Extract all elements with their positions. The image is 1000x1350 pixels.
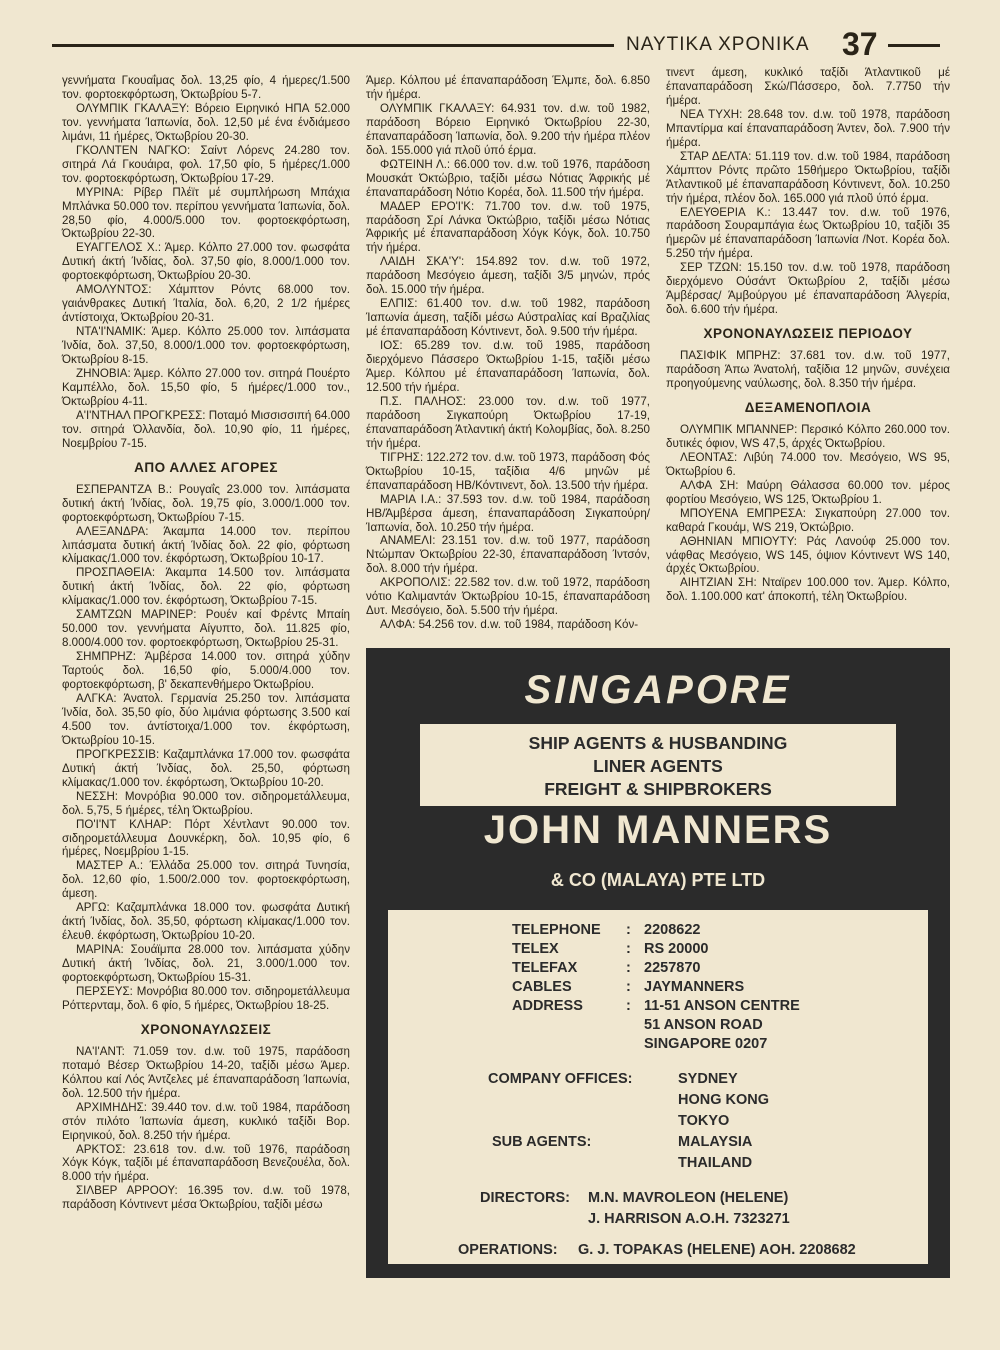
operations-value: G. J. TOPAKAS (HELENE) AOH. 2208682 (578, 1242, 856, 1258)
article-paragraph: ΖΗΝΟΒΙΑ: Άμερ. Κόλπο 27.000 τον. σιτηρά Πουέρτο Καμπέλλο, δολ. 15,50 φίο, 5 ήμέρες/1.000 τον., Όκτωβρίου 4-11. (62, 367, 350, 408)
publication-title: ΝΑΥΤΙΚΑ ΧΡΟΝΙΚΑ (626, 34, 810, 55)
article-paragraph: ΣΗΜΠΡΗΖ: Άμβέρσα 14.000 τον. σιτηρά χύδην Ταρτούς δολ. 16,50 φίο, 5.000/4.000 τον. φορτοεκφόρτωση, β' δεκαπενθήμερο Όκτωβρίου. (62, 650, 350, 692)
article-paragraph: ΝΑ'Ι'ΑΝΤ: 71.059 τον. d.w. τοῦ 1975, παράδοση ποταμό Βέσερ Όκτωβρίου 14-20, ταξίδι μέσω Άμερ. Κόλπου καί Λός Άντζελες μέ έπαναπαράδοση Ίαπωνία, δολ. 12.500 τήν ήμέρα. (62, 1044, 350, 1100)
sub-agent: MALAYSIA (678, 1134, 753, 1150)
article-paragraph: ΛΑΙΔΗ ΣΚΑ'Υ': 154.892 τον. d.w. τοῦ 1972, παράδοση Μεσόγειο άμεση, ταξίδι 3/5 μηνών, πρός δολ. 15.000 τήν ήμέρα. (366, 255, 650, 297)
article-paragraph: ΑΛΕΞΑΝΔΡΑ: Άκαμπα 14.000 τον. περίπου λιπάσματα δυτική άκτή Ίνδίας δολ. 22 φίο, φόρτωση κλίμακας/1.000 τον. έκφόρτωση, Όκτωβρίου 10-17. (62, 524, 350, 566)
article-paragraph: ΜΑΣΤΕΡ Α.: Έλλάδα 25.000 τον. σιτηρά Τυνησία, δολ. 12,60 φίο, 1.500/2.000 τον. φορτοεκφόρτωση, άμεση. (62, 859, 350, 901)
section-heading: ΑΠΟ ΑΛΛΕΣ ΑΓΟΡΕΣ (134, 459, 278, 475)
article-paragraph: ΜΑΡΙΝΑ: Σουάϊμπα 28.000 τον. λιπάσματα χύδην Δυτική άκτή Ίνδίας, δολ. 21, 3.000/1.000 τον. φορτοεκφόρτωση, Όκτωβρίου 15-31. (62, 943, 350, 985)
article-paragraph: ΟΛΥΜΠΙΚ ΓΚΑΛΑΞΥ: Βόρειο Ειρηνικό ΗΠΑ 52.000 τον. γεννήματα Ίαπωνία, δολ. 12,50 μέ ένα ένδιάμεσο λιμάνι, 11 ήμέρες, Όκτωβρίου 20-30. (62, 101, 350, 143)
left-column (62, 74, 350, 1212)
header-rule-left (52, 44, 614, 47)
article-paragraph: ΤΙΓΡΗΣ: 122.272 τον. d.w. τοῦ 1973, παράδοση Φός Όκτωβρίου 10-15, ταξίδια 4/6 μηνῶν μέ έπαναπαράδοση ΗΒ/Κόντινεντ, δολ. 13.500 τήν ήμέρα. (366, 450, 650, 492)
article-paragraph: ΕΛΕΥΘΕΡΙΑ Κ.: 13.447 τον. d.w. τοῦ 1976, παράδοση Σουραμπάγια έως Όκτωβρίου 10, ταξίδι 35 ήμερῶν μέ έπαναπαράδοση Ίαπωνία /Νοτ. Κορέα δολ. 5.250 τήν ήμέρα. (666, 205, 950, 261)
article-paragraph: ΝΕΑ ΤΥΧΗ: 28.648 τον. d.w. τοῦ 1978, παράδοση Μπαντίρμα καί έπαναπαράδοση Άντεν, δολ. 7.900 τήν ήμέρα. (666, 107, 950, 149)
directors-label: DIRECTORS: (480, 1190, 570, 1206)
colon: : (626, 941, 631, 957)
address-line: SINGAPORE 0207 (644, 1036, 768, 1052)
article-paragraph: ΕΥΑΓΓΕΛΟΣ Χ.: Άμερ. Κόλπο 27.000 τον. φωσφάτα Δυτική άκτή Ίνδίας, δολ. 37,50 φίο, 8.000/1.000 τον. φορτοεκφόρτωση, Όκτωβρίου 20-30. (62, 241, 350, 283)
article-paragraph: ΦΩΤΕΙΝΗ Λ.: 66.000 τον. d.w. τοῦ 1976, παράδοση Μουσκάτ Όκτώβριο, ταξίδι μέσω Νότιας Άφρικής μέ έπαναπαράδοση Νότιο Κορέα, δολ. 11.500 τήν ήμέρα. (366, 157, 650, 199)
article-paragraph: ΜΑΔΕΡ ΕΡΟ'Ι'Κ: 71.700 τον. d.w. τοῦ 1975, παράδοση Σρί Λάνκα Όκτώβριο, ταξίδι μέσω Νότιας Άφρικής μέ έπαναπαράδοση Χόγκ Κόγκ, δολ. 10.750 τήν ήμέρα. (366, 199, 650, 255)
right-column (666, 66, 950, 604)
article-paragraph: Π.Σ. ΠΑΛΗΟΣ: 23.000 τον. d.w. τοῦ 1977, παράδοση Σιγκαπούρη Όκτωβρίου 17-19, έπαναπαράδοση Άτλαντική άκτή Κολομβίας, δολ. 8.250 τήν ήμέρα. (366, 394, 650, 450)
article-paragraph: ΣΤΑΡ ΔΕΛΤΑ: 51.119 τον. d.w. τοῦ 1984, παράδοση Χάμπτον Ρόντς πρῶτο 15θήμερο Όκτωβρίου, ταξίδι Άτλαντικοῦ μέ έπαναπαράδοση Κόντινεντ, δολ. 10.250 τήν ήμέρα, πλέον δολ. 165.000 γιά πλοῦ ύπό έρμα. (666, 149, 950, 205)
article-paragraph: τινεντ άμεση, κυκλικό ταξίδι Άτλαντικοῦ μέ έπαναπαράδοση Σκώ/Πάσσερο, δολ. 7.7750 τήν ήμέρα. (666, 66, 950, 107)
contact-label: TELEFAX (512, 960, 578, 976)
article-paragraph: ΟΛΥΜΠΙΚ ΜΠΑΝΝΕΡ: Περσικό Κόλπο 260.000 τον. δυτικές όφιον, WS 47,5, άρχές Όκτωβρίου. (666, 422, 950, 450)
colon: : (626, 979, 631, 995)
article-paragraph: ΠΡΟΓΚΡΕΣΣΙΒ: Καζαμπλάνκα 17.000 τον. φωσφάτα Δυτική άκτή Ίνδίας, δολ. 25,50, φόρτωση κλίμακας/1.000 τον. έκφόρτωση, Όκτωβρίου 10-20. (62, 747, 350, 789)
office: TOKYO (678, 1113, 730, 1129)
contact-value: 11-51 ANSON CENTRE (644, 998, 800, 1014)
article-paragraph: ΣΑΜΤΖΩΝ ΜΑΡΙΝΕΡ: Ρουέν καί Φρέντς Μπαίη 50.000 τον. γεννήματα Αίγυπτο, δολ. 11.825 φίο, 8.000/4.000 τον. φορτοεκφόρτωση, Όκτωβρίου 25-31. (62, 608, 350, 650)
operations-label: OPERATIONS: (458, 1242, 558, 1258)
article-paragraph: ΜΠΟΥΕΝΑ ΕΜΠΡΕΣΑ: Σιγκαπούρη 27.000 τον. καθαρά Γκουάμ, WS 219, Όκτώβριο. (666, 506, 950, 534)
contact-value: 2208622 (644, 922, 701, 938)
article-paragraph: ΕΣΠΕΡΑΝΤΖΑ Β.: Ρουγαΐς 23.000 τον. λιπάσματα δυτική άκτή Ίνδίας, δολ. 19,75 φίο, 3.000/1.000 τον. φορτοεκφόρτωση, Όκτωβρίου 7-15. (62, 482, 350, 524)
director: M.N. MAVROLEON (HELENE) (588, 1190, 789, 1206)
article-paragraph: ΑΛΓΚΑ: Άνατολ. Γερμανία 25.250 τον. λιπάσματα Ίνδία, δολ. 35,50 φίο, δύο λιμάνια φόρτωσης 3.500 καί 4.500 τον. άντίστοιχα/1.000 τον. έκφόρτωση, Όκτωβρίου 10-15. (62, 691, 350, 747)
article-paragraph: ΑΝΑΜΕΛΙ: 23.151 τον. d.w. τοῦ 1977, παράδοση Ντώμπαν Όκτωβρίου 22-30, έπαναπαράδοση Ίντσόν, δολ. 8.000 τήν ήμέρα. (366, 534, 650, 576)
article-paragraph: ΑΛΦΑ ΣΗ: Μαύρη Θάλασσα 60.000 τον. μέρος φορτίου Μεσόγειο, WS 125, Όκτωβρίου 1. (666, 478, 950, 506)
article-paragraph: ΣΙΛΒΕΡ ΑΡΡΟΟΥ: 16.395 τον. d.w. τοῦ 1978, παράδοση Κόντινεντ μέσα Όκτωβρίου, ταξίδι μέσω (62, 1184, 350, 1212)
article-paragraph: ΜΥΡΙΝΑ: Ρίβερ Πλέϊτ μέ συμπλήρωση Μπάχια Μπλάνκα 50.000 τον. περίπου γεννήματα Ίαπωνία, δολ. 28,50 φίο, 4.000/5.000 τον. φορτοεκφόρτωση, Όκτωβρίου 22-30. (62, 185, 350, 241)
colon: : (626, 960, 631, 976)
contact-label: TELEX (512, 941, 559, 957)
offices-label: COMPANY OFFICES: (488, 1071, 633, 1087)
ad-headline: SINGAPORE (524, 668, 792, 712)
office: SYDNEY (678, 1071, 738, 1087)
advertisement (366, 648, 950, 1278)
address-line: 51 ANSON ROAD (644, 1017, 763, 1033)
article-paragraph: ΠΕΡΣΕΥΣ: Μονρόβια 80.000 τον. σιδηρομετάλλευμα Ρόττερνταμ, δολ. 6 φίο, 5 ήμέρες, Όκτωβρίου 18-25. (62, 985, 350, 1012)
contact-label: TELEPHONE (512, 922, 601, 938)
article-paragraph: ΝΤΑ'Ι'ΝΑΜΙΚ: Άμερ. Κόλπο 25.000 τον. λιπάσματα Ίνδία, δολ. 37,50, 8.000/1.000 τον. φορτοεκφόρτωση, Όκτωβρίου 8-15. (62, 325, 350, 367)
article-paragraph: ΝΕΣΣΗ: Μονρόβια 90.000 τον. σιδηρομετάλλευμα, δολ. 5,75, 5 ήμέρες, τέλη Όκτωβρίου. (62, 789, 350, 817)
article-paragraph: Α'Ι'ΝΤΗΑΛ ΠΡΟΓΚΡΕΣΣ: Ποταμό Μισσισσιπή 64.000 τον. σιτηρά Όλλανδία, δολ. 10,90 φίο, 11 ήμέρες, Νοεμβρίου 7-15. (62, 408, 351, 450)
article-paragraph: ΑΜΟΛΥΝΤΟΣ: Χάμπτον Ρόντς 68.000 τον. γαιάνθρακες Δυτική Ίταλία, δολ. 6,20, 2 1/2 ήμέρες άντίστοιχα, Όκτωβρίου 20-31. (62, 283, 350, 325)
article-paragraph: ΑΙΗΤΖΙΑΝ ΣΗ: Νταϊρεν 100.000 τον. Άμερ. Κόλπο, δολ. 1.100.000 κατ' άποκοπή, τέλη Όκτωβρίου. (666, 576, 950, 604)
ad-company-name: JOHN MANNERS (483, 808, 833, 852)
colon: : (626, 998, 631, 1014)
ad-services-box (420, 724, 896, 806)
section-heading: ΧΡΟΝΟΝΑΥΛΩΣΕΙΣ (140, 1021, 272, 1037)
ad-service: FREIGHT & SHIPBROKERS (544, 779, 772, 799)
article-paragraph: ΑΘΗΝΙΑΝ ΜΠΙΟΥΤΥ: Ράς Λανούφ 25.000 τον. νάφθας Μεσόγειο, WS 145, όψιον Κόντινεντ WS 140, άρχές Όκτωβρίου. (666, 534, 950, 576)
article-paragraph: ΠΑΣΙΦΙΚ ΜΠΡΗΖ: 37.681 τον. d.w. τοῦ 1977, παράδοση Άπω Άνατολή, ταξίδια 12 μηνῶν, συνέχεια προηγούμενης ναύλωσης, δολ. 8.350 τήν ήμέρα. (666, 349, 950, 391)
contact-value: RS 20000 (644, 941, 709, 957)
article-paragraph: ΕΛΠΙΣ: 61.400 τον. d.w. τοῦ 1982, παράδοση Ίαπωνία άμεση, ταξίδι μέσω Αύστραλίας καί Βραζιλίας μέ έπαναπαράδοση Κόντινεντ, δολ. 9.500 τήν ήμέρα. (366, 297, 650, 339)
article-paragraph: ΠΡΟΣΠΑΘΕΙΑ: Άκαμπα 14.500 τον. λιπάσματα δυτική άκτή Ίνδίας, δολ. 22 φίο, φόρτωση κλίμακας/1.000 τον. έκφόρτωση, Όκτωβρίου 7-15. (62, 566, 350, 608)
ad-service: LINER AGENTS (593, 756, 723, 776)
article-paragraph: ΠΟ'Ι'ΝΤ ΚΛΗΑΡ: Πόρτ Χέντλαντ 90.000 τον. σιδηρομετάλλευμα Δουνκέρκη, δολ. 10,95 φίο, 6 ήμέρες, Νοεμβρίου 1-15. (62, 817, 350, 859)
contact-label: CABLES (512, 979, 572, 995)
ad-details-box (388, 910, 928, 1264)
article-paragraph: ΣΕΡ ΤΖΩΝ: 15.150 τον. d.w. τοῦ 1978, παράδοση διερχόμενο Ούσάντ Όκτωβρίου 2, ταξίδι μέσω Άμβέρσας/ Άμβούργου μέ έπαναπαράδοση Άλγερία, δολ. 6.600 τήν ήμέρα. (666, 261, 950, 317)
article-paragraph: ΛΕΟΝΤΑΣ: Λιβύη 74.000 τον. Μεσόγειο, WS 95, Όκτωβρίου 6. (666, 450, 950, 478)
sub-agent: THAILAND (678, 1155, 753, 1171)
middle-column (366, 74, 650, 632)
ad-company-sub: & CO (MALAYA) PTE LTD (550, 870, 766, 890)
article-paragraph: Άμερ. Κόλπου μέ έπαναπαράδοση Έλμπε, δολ. 6.850 τήν ήμέρα. (366, 74, 650, 101)
section-heading: ΧΡΟΝΟΝΑΥΛΩΣΕΙΣ ΠΕΡΙΟΔΟΥ (703, 326, 913, 342)
sub-agents-label: SUB AGENTS: (492, 1134, 592, 1150)
article-paragraph: ΑΛΦΑ: 54.256 τον. d.w. τοῦ 1984, παράδοση Κόν- (380, 618, 639, 632)
article-paragraph: ΜΑΡΙΑ Ι.Α.: 37.593 τον. d.w. τοῦ 1984, παράδοση ΗΒ/Άμβέρσα άμεση, έπαναπαράδοση Σιγκαπούρη/Ίαπωνία, δολ. 10.250 τήν ήμέρα. (366, 492, 650, 534)
colon: : (626, 922, 631, 938)
article-paragraph: γεννήματα Γκουαΐμας δολ. 13,25 φίο, 4 ήμερες/1.500 τον. φορτοεκφόρτωση, Όκτωβρίου 5-7. (62, 74, 350, 101)
contact-label: ADDRESS (512, 998, 583, 1014)
office: HONG KONG (678, 1092, 770, 1108)
section-heading: ΔΕΞΑΜΕΝΟΠΛΟΙΑ (744, 399, 872, 415)
article-paragraph: ΑΡΚΤΟΣ: 23.618 τον. d.w. τοῦ 1976, παράδοση Χόγκ Κόγκ, ταξίδι μέ έπαναπαράδοση Βενεζουέλα, δολ. 8.000 τήν ήμέρα. (62, 1142, 350, 1184)
article-paragraph: ΑΚΡΟΠΟΛΙΣ: 22.582 τον. d.w. τοῦ 1972, παράδοση νότιο Καλιμαντάν Όκτωβρίου 10-15, έπαναπαράδοση Δυτ. Μεσόγειο, δολ. 5.500 τήν ήμέρα. (366, 576, 650, 618)
director: J. HARRISON A.O.H. 7323271 (588, 1211, 790, 1227)
article-paragraph: ΓΚΟΛΝΤΕΝ ΝΑΓΚΟ: Σαίντ Λόρενς 24.280 τον. σιτηρά Λά Γκουάιρα, φολ. 17,50 φίο, 5 ήμέρες/1.000 τον. φορτοεκφόρτωση, Όκτωβρίου 17-29. (62, 143, 350, 185)
page-number: 37 (842, 26, 878, 62)
article-paragraph: ΑΡΧΙΜΗΔΗΣ: 39.440 τον. d.w. τοῦ 1984, παράδοση στόν πιλότο Ίαπωνία άμεση, κυκλικό ταξίδι Βορ. Ειρηνικού, δολ. 8.250 τήν ήμέρα. (62, 1100, 350, 1142)
article-paragraph: ΑΡΓΩ: Καζαμπλάνκα 18.000 τον. φωσφάτα Δυτική άκτή Ίνδίας, δολ. 35,50, φόρτωση κλίμακας/1.000 τον. έλευθ. έκφόρτωση, Όκτωβρίου 10-20. (62, 901, 350, 943)
article-paragraph: ΟΛΥΜΠΙΚ ΓΚΑΛΑΞΥ: 64.931 τον. d.w. τοῦ 1982, παράδοση Βόρειο Ειρηνικό Όκτωβρίου 22-30, έπαναπαράδοση Ίαπωνία, δολ. 9.200 τήν ήμέρα πλέον δολ. 155.000 γιά πλοῦ ύπό έρμα. (366, 101, 650, 157)
ad-service: SHIP AGENTS & HUSBANDING (528, 733, 788, 753)
contact-value: 2257870 (644, 960, 701, 976)
article-paragraph: ΙΟΣ: 65.289 τον. d.w. τοῦ 1985, παράδοση διερχόμενο Πάσσερο Όκτωβρίου 1-15, ταξίδι μέσω Άμερ. Κόλπου μέ έπαναπαράδοση Ίαπωνία, δολ. 12.500 τήν ήμέρα. (366, 339, 650, 394)
contact-value: JAYMANNERS (644, 979, 745, 995)
header-rule-right (888, 44, 940, 47)
